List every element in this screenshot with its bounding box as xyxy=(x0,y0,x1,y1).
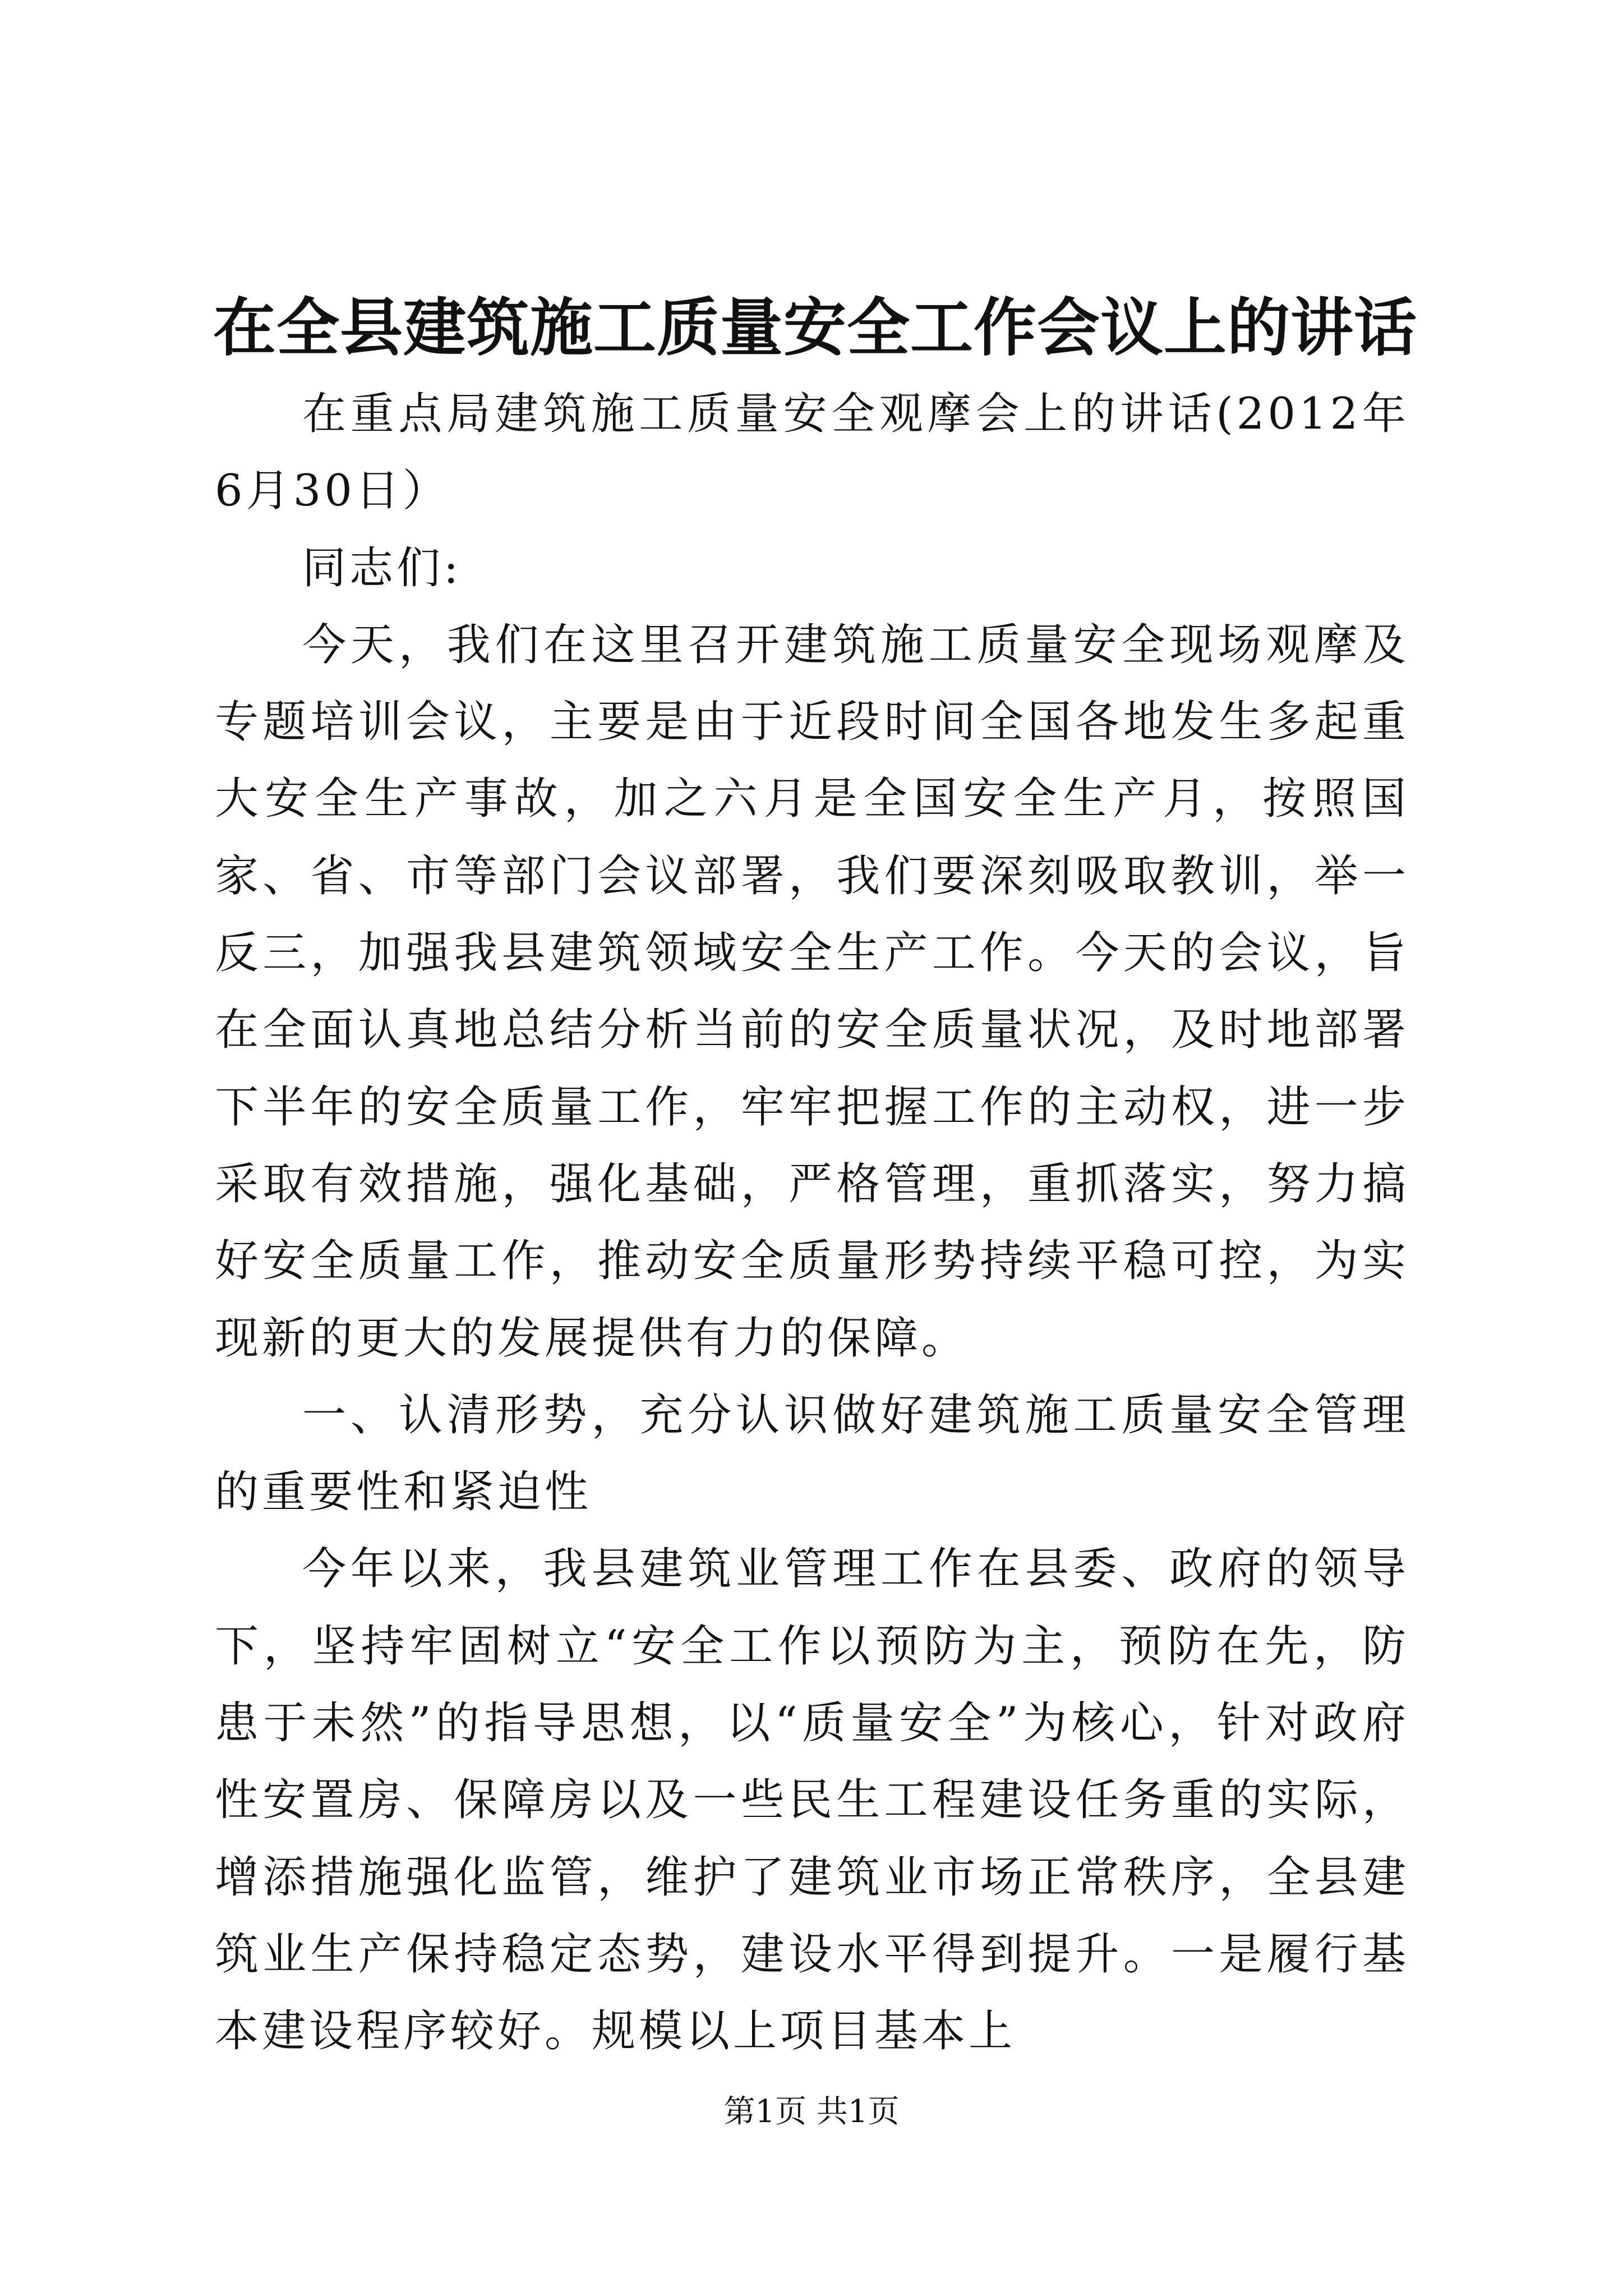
document-title: 在全县建筑施工质量安全工作会议上的讲话 xyxy=(213,291,1417,365)
section-heading: 一、认清形势，充分认识做好建筑施工质量安全管理的重要性和紧迫性 xyxy=(215,1389,1409,1518)
body-paragraph: 今天，我们在这里召开建筑施工质量安全现场观摩及专题培训会议，主要是由于近段时间全国各地发生多起重大安全生产事故，加之六月是全国安全生产月，按照国家、省、市等部门会议部署，我们要深刻吸取教训，举一反三，加强我县建筑领域安全生产工作。今天的会议，旨在全面认真地总结分析当前的安全质量状况，及时地部署下半年的安全质量工作，牢牢把握工作的主动权，进一步采取有效措施，强化基础，严格管理，重抓落实，努力搞好安全质量工作，推动安全质量形势持续平稳可控，为实现新的更大的发展提供有力的保障。 xyxy=(215,619,1409,1364)
subtitle-paragraph: 在重点局建筑施工质量安全观摩会上的讲话(2012年6月30日） xyxy=(215,389,1409,517)
document-body xyxy=(215,376,1409,2070)
body-paragraph: 今年以来，我县建筑业管理工作在县委、政府的领导下，坚持牢固树立“安全工作以预防为主，预防在先，防患于未然”的指导思想，以“质量安全”为核心，针对政府性安置房、保障房以及一些民生工程建设任务重的实际，增添措施强化监管，维护了建筑业市场正常秩序，全县建筑业生产保持稳定态势，建设水平得到提升。一是履行基本建设程序较好。规模以上项目基本上 xyxy=(215,1544,1409,2057)
salutation-paragraph: 同志们: xyxy=(302,542,462,593)
page-footer: 第1页 共1页 xyxy=(723,2093,900,2130)
